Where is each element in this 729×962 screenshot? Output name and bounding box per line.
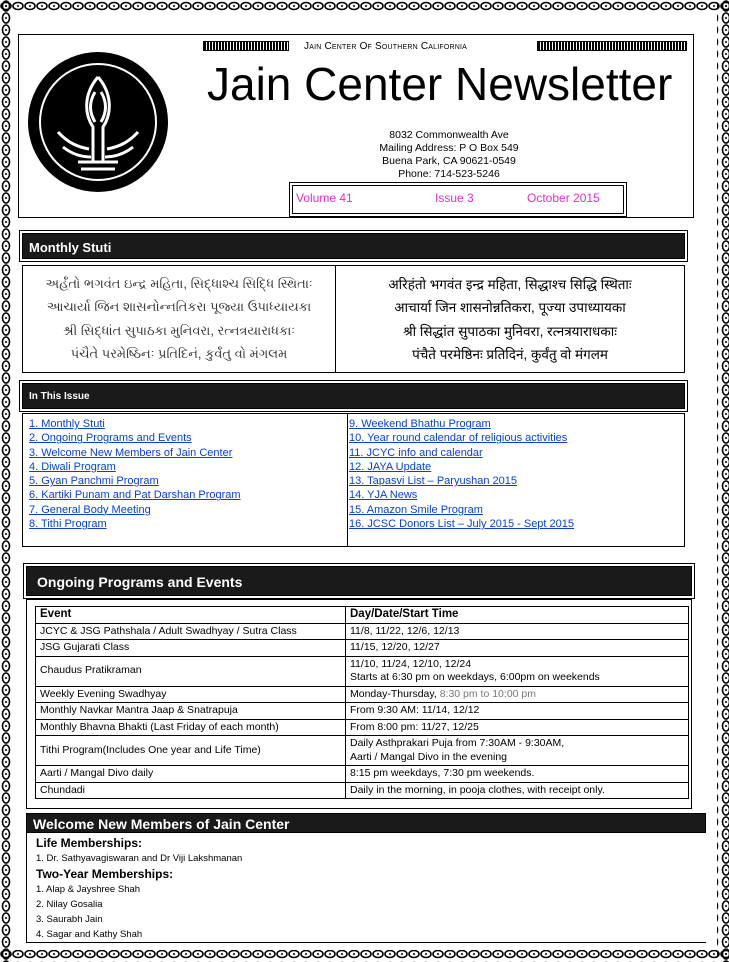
- time-text-grey: 8:30 pm to 10:00 pm: [439, 687, 536, 700]
- org-name: Jain Center Of Southern California: [304, 41, 468, 52]
- jain-center-logo: [23, 47, 173, 197]
- stuti-line: પંચૈતે પરમેષ્ઠિનઃ પ્રતિદિનં, કુર્વંતુ વો મંગલમ: [70, 346, 288, 362]
- table-row: [36, 782, 689, 799]
- table-row: [36, 623, 689, 640]
- time-cell: 8:15 pm weekdays, 7:30 pm weekends.: [346, 766, 689, 783]
- section-header-stuti: Monthly Stuti: [22, 233, 685, 259]
- toc-link[interactable]: 15. Amazon Smile Program: [349, 503, 483, 516]
- stuti-hindi: [336, 266, 684, 372]
- section-header-members: Welcome New Members of Jain Center: [26, 813, 706, 833]
- volume-label: Volume 41: [296, 191, 353, 205]
- address-line: Buena Park, CA 90621-0549: [382, 155, 516, 167]
- toc-link[interactable]: 7. General Body Meeting: [29, 503, 151, 516]
- list-item: 1. Dr. Sathyavagiswaran and Dr Viji Lakshmanan: [36, 853, 243, 864]
- time-cell: 11/8, 11/22, 12/6, 12/13: [346, 623, 689, 640]
- section-header-programs: Ongoing Programs and Events: [26, 566, 692, 596]
- address-line: 8032 Commonwealth Ave: [389, 129, 509, 141]
- stuti-line: અર્હંતો ભગવંત ઇન્દ્ર મહિતા, સિદ્ધાશ્ચ સિદ્ધિ સ્થિતાઃ: [45, 275, 313, 291]
- table-row: [36, 703, 689, 720]
- toc-box: [22, 413, 685, 547]
- members-section: [26, 835, 706, 942]
- toc-link[interactable]: 3. Welcome New Members of Jain Center: [29, 446, 233, 459]
- time-cell: [346, 656, 689, 686]
- volume-box: [289, 182, 627, 217]
- toc-link[interactable]: 8. Tithi Program: [29, 518, 107, 531]
- list-item: 1. Alap & Jayshree Shah: [36, 884, 141, 895]
- time-line: Daily Asthprakari Puja from 7:30AM - 9:30AM,: [350, 737, 565, 749]
- masthead: [18, 34, 694, 218]
- time-cell: From 8:00 pm: 11/27, 12/25: [346, 719, 689, 736]
- address-line: Mailing Address: P O Box 549: [379, 142, 519, 154]
- toc-link[interactable]: 12. JAYA Update: [349, 460, 432, 473]
- time-line: 11/10, 11/24, 12/10, 12/24: [350, 657, 472, 670]
- stuti-box: [22, 265, 685, 373]
- programs-box: [26, 599, 692, 809]
- header-hatch-right: [537, 41, 687, 51]
- phone-line: Phone: 714-523-5246: [398, 168, 500, 180]
- toc-left-column: [29, 417, 241, 531]
- two-year-membership-heading: Two-Year Memberships:: [36, 867, 174, 881]
- toc-right-column: [349, 417, 574, 531]
- list-item: 3. Saurabh Jain: [36, 914, 103, 925]
- event-cell: Weekly Evening Swadhyay: [36, 686, 346, 703]
- event-cell: JSG Gujarati Class: [36, 640, 346, 657]
- date-label: October 2015: [527, 191, 600, 205]
- table-row: [36, 640, 689, 657]
- toc-link[interactable]: 5. Gyan Panchmi Program: [29, 475, 159, 488]
- toc-link[interactable]: 9. Weekend Bhathu Program: [349, 418, 491, 430]
- newsletter-title: Jain Center Newsletter: [207, 58, 673, 110]
- col-time-header: Day/Date/Start Time: [346, 607, 689, 624]
- table-row: [36, 736, 689, 766]
- event-cell: JCYC & JSG Pathshala / Adult Swadhyay / Sutra Class: [36, 623, 346, 640]
- stuti-line: आचार्या जिन शासनोन्नतिकरा, पूज्या उपाध्यायका: [394, 300, 626, 316]
- time-cell: Daily in the morning, in pooja clothes, with receipt only.: [346, 782, 689, 799]
- event-cell: Chundadi: [36, 782, 346, 799]
- table-row: [36, 766, 689, 783]
- stuti-gujarati: [23, 266, 336, 372]
- issue-label: Issue 3: [435, 191, 474, 205]
- stuti-line: આચાર્યા જિન શાસનોન્નતિકરા પૂજ્યા ઉપાધ્યાયકા: [46, 299, 312, 315]
- table-row: [36, 656, 689, 686]
- toc-link[interactable]: 10. Year round calendar of religious activities: [349, 432, 568, 445]
- table-row: [36, 719, 689, 736]
- section-header-in-this-issue: In This Issue: [22, 383, 685, 409]
- time-cell: From 9:30 AM: 11/14, 12/12: [346, 703, 689, 720]
- col-event-header: Event: [36, 607, 346, 624]
- toc-link[interactable]: 11. JCYC info and calendar: [349, 446, 483, 459]
- header-hatch-left: [203, 41, 289, 51]
- stuti-line: अरिहंतो भगवंत इन्द्र महिता, सिद्धाश्च सिद्धि स्थिताः: [388, 276, 632, 292]
- toc-link[interactable]: 6. Kartiki Punam and Pat Darshan Program: [29, 489, 241, 502]
- toc-link[interactable]: 14. YJA News: [349, 489, 418, 502]
- toc-link[interactable]: 16. JCSC Donors List – July 2015 - Sept 2015: [349, 518, 575, 531]
- time-line: Starts at 6:30 pm on weekdays, 6:00pm on weekends: [350, 671, 600, 683]
- life-membership-heading: Life Memberships:: [36, 836, 143, 850]
- time-text: Monday-Thursday,: [350, 687, 440, 700]
- table-row: [36, 686, 689, 703]
- event-cell: Monthly Navkar Mantra Jaap & Snatrapuja: [36, 703, 346, 720]
- list-item: 2. Nilay Gosalia: [36, 899, 103, 910]
- address-block: [209, 129, 689, 181]
- time-line: Aarti / Mangal Divo in the evening: [350, 750, 508, 763]
- stuti-line: श्री सिद्धांत सुपाठका मुनिवरा, रत्नत्रयाराधकाः: [403, 323, 617, 339]
- programs-table: [35, 606, 689, 799]
- toc-link[interactable]: 2. Ongoing Programs and Events: [29, 432, 192, 445]
- event-cell: Chaudus Pratikraman: [36, 656, 346, 686]
- time-cell: 11/15, 12/20, 12/27: [346, 640, 689, 657]
- event-cell: Aarti / Mangal Divo daily: [36, 766, 346, 783]
- table-header-row: [36, 607, 689, 624]
- stuti-line: पंचैते परमेष्ठिनः प्रतिदिनं, कुर्वंतु वो मंगलम: [412, 347, 608, 363]
- stuti-line: શ્રી સિદ્ધાંત સુપાઠકા મુનિવરા, રત્નત્રયારાધકાઃ: [62, 322, 296, 338]
- time-cell: [346, 736, 689, 766]
- time-cell: [346, 686, 689, 703]
- toc-link[interactable]: 4. Diwali Program: [29, 460, 116, 473]
- toc-link[interactable]: 13. Tapasvi List – Paryushan 2015: [349, 475, 517, 488]
- toc-link[interactable]: 1. Monthly Stuti: [29, 418, 105, 430]
- event-cell: Monthly Bhavna Bhakti (Last Friday of each month): [36, 719, 346, 736]
- list-item: 4. Sagar and Kathy Shah: [36, 929, 143, 940]
- event-cell: Tithi Program(Includes One year and Life Time): [36, 736, 346, 766]
